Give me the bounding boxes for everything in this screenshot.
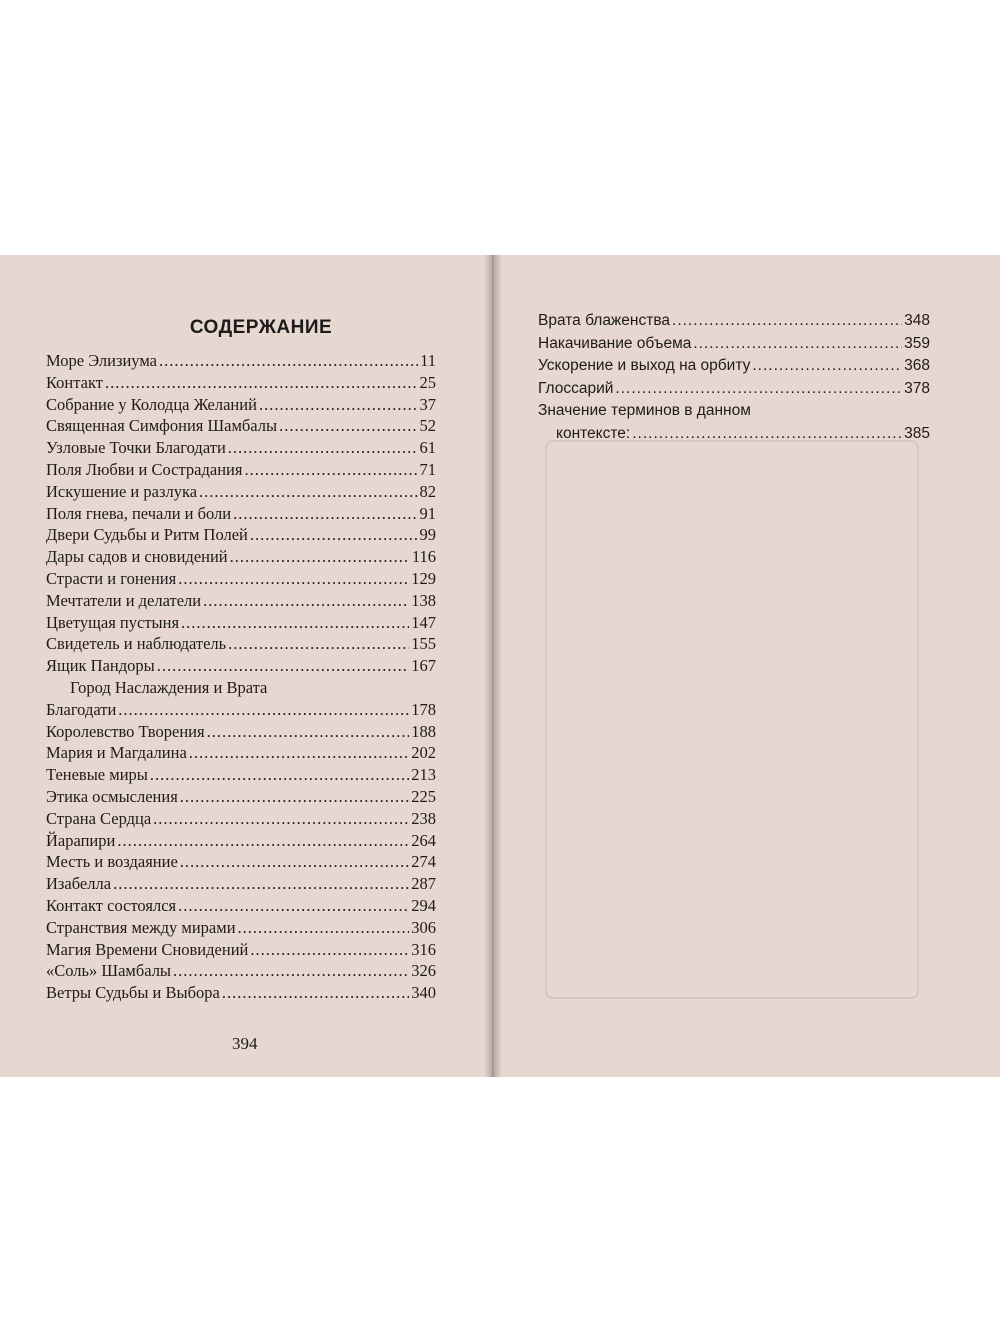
toc-entry [46, 699, 436, 721]
toc-entry-title: Море Элизиума [46, 351, 157, 370]
dot-leader [159, 350, 418, 372]
toc-entry-title: Поля Любви и Сострадания [46, 459, 243, 479]
toc-entry-title: Дары садов и сновидений [46, 547, 228, 567]
toc-entry-title: Поля гнева, печали и боли [46, 503, 232, 523]
dot-leader [117, 830, 409, 852]
toc-entry-page: 188 [411, 721, 436, 741]
toc-entry-page: 316 [411, 939, 436, 959]
toc-entry-title: Контакт состоялся [46, 895, 177, 915]
dot-leader [250, 939, 409, 961]
toc-entry-page: 116 [411, 547, 436, 567]
dot-leader [199, 481, 417, 503]
dot-leader [113, 873, 409, 895]
toc-entry-title: Цветущая пустыня [46, 612, 180, 632]
dot-leader [153, 808, 409, 830]
toc-entry [46, 655, 436, 677]
toc-entry-page: 264 [411, 830, 436, 850]
toc-entry-page: 25 [419, 372, 436, 392]
toc-entry [46, 546, 436, 568]
dot-leader [222, 982, 409, 1004]
toc-entry-page: 61 [419, 438, 436, 458]
toc-entry [538, 355, 930, 378]
toc-entry-page: 287 [411, 874, 436, 894]
dot-leader [279, 415, 417, 437]
toc-entry-title: Страсти и гонения [46, 568, 177, 588]
toc-entry-title: Мария и Магдалина [46, 743, 187, 763]
toc-entry-page: 274 [411, 852, 436, 872]
toc-entry-page: 147 [411, 612, 436, 632]
toc-entry-title: Изабелла [46, 874, 112, 894]
dot-leader [178, 568, 409, 590]
toc-entry-title: Месть и воздаяние [46, 852, 178, 872]
toc-entry-page: 326 [411, 961, 436, 981]
toc-entry-title: Накачивание объема [538, 334, 692, 352]
toc-entry-page: 238 [411, 808, 436, 828]
toc-entry [46, 851, 436, 873]
dot-leader [118, 699, 409, 721]
toc-entry [538, 423, 930, 446]
toc-title: СОДЕРЖАНИЕ [189, 317, 333, 338]
toc-entry [46, 394, 436, 416]
dot-leader [230, 546, 410, 568]
toc-entry-page: 368 [904, 357, 930, 374]
toc-entry-title: Мечтатели и делатели [46, 590, 202, 610]
dot-leader [228, 633, 409, 655]
toc-entry-title: Узловые Точки Благодати [46, 438, 226, 458]
toc-entry [46, 350, 436, 372]
toc-entry-title: Ящик Пандоры [46, 656, 155, 676]
toc-entry-title: Ускорение и выход на орбиту [538, 357, 751, 374]
dot-leader [672, 310, 902, 333]
toc-entry [46, 612, 436, 634]
toc-entry [46, 764, 436, 786]
dot-leader [693, 333, 902, 356]
book-gutter [484, 255, 502, 1077]
toc-entry [46, 982, 436, 1004]
toc-entry-title: Магия Времени Сновидений [46, 939, 249, 959]
toc-entry-title: Теневые миры [46, 765, 148, 785]
toc-entry [46, 372, 436, 394]
toc-entry [538, 378, 930, 401]
toc-entry-page: 37 [419, 394, 436, 414]
toc-entry-title: Йарапири [46, 830, 116, 850]
dot-leader [189, 742, 409, 764]
toc-entry-title: Этика осмысления [46, 786, 178, 806]
toc-entry [46, 721, 436, 743]
toc-entry [46, 568, 436, 590]
toc-entry [538, 310, 930, 333]
toc-entry-page: 11 [420, 351, 436, 370]
dot-leader [180, 851, 409, 873]
toc-entry [46, 830, 436, 852]
toc-entry-page: 155 [411, 634, 436, 654]
toc-entry-page: 167 [411, 656, 436, 676]
toc-entry [46, 939, 436, 961]
toc-entry-page: 225 [411, 786, 436, 806]
toc-entry-title: Двери Судьбы и Ритм Полей [46, 525, 248, 545]
dot-leader [238, 917, 410, 939]
left-page [46, 315, 436, 1004]
dot-leader [632, 423, 902, 446]
toc-entry-page: 82 [419, 481, 436, 501]
toc-entry-title: Город Наслаждения и Врата [70, 677, 268, 697]
toc-entry-page: 294 [411, 895, 436, 915]
toc-entry [46, 415, 436, 437]
dot-leader [207, 721, 410, 743]
toc-entry-title: Контакт [46, 372, 104, 392]
toc-entry-heading [538, 400, 930, 423]
page-number: 394 [232, 1034, 258, 1053]
dot-leader [615, 378, 902, 401]
toc-entry-heading [46, 677, 436, 699]
toc-entry-page: 359 [904, 334, 930, 352]
toc-entry [46, 459, 436, 481]
toc-entry-title: Собрание у Колодца Желаний [46, 394, 257, 414]
toc-entry [538, 333, 930, 356]
toc-entry-page: 378 [904, 379, 930, 397]
toc-entry [46, 895, 436, 917]
toc-entry-title: Священная Симфония Шамбалы [46, 416, 278, 436]
toc-entry-page: 52 [419, 416, 436, 436]
toc-entry-page: 71 [419, 459, 436, 479]
toc-entry [46, 524, 436, 546]
toc-entry-page: 340 [411, 983, 436, 1003]
toc-entry-title: Глоссарий [538, 379, 614, 397]
dot-leader [250, 524, 418, 546]
toc-entry [46, 590, 436, 612]
toc-entry [46, 808, 436, 830]
dot-leader [244, 459, 417, 481]
toc-entry-title: Странствия между мирами [46, 917, 236, 937]
toc-entry-page: 91 [419, 503, 436, 523]
toc-entry [46, 960, 436, 982]
toc-entry-title: Королевство Творения [46, 721, 205, 741]
toc-entry-title: Врата блаженства [538, 312, 671, 329]
dot-leader [180, 786, 409, 808]
dot-leader [259, 394, 418, 416]
toc-entry-title: контексте: [556, 424, 631, 442]
right-page [538, 310, 930, 445]
toc-entry-title: Ветры Судьбы и Выбора [46, 983, 220, 1003]
dot-leader [752, 355, 902, 378]
toc-entry-page: 348 [904, 312, 930, 329]
toc-entry-title: Искушение и разлука [46, 481, 198, 501]
toc-entry-page: 213 [411, 765, 436, 785]
dot-leader [173, 960, 409, 982]
toc-entry [46, 503, 436, 525]
toc-entry [46, 873, 436, 895]
dot-leader [150, 764, 409, 786]
toc-entry-title: Страна Сердца [46, 808, 152, 828]
dot-leader [181, 612, 409, 634]
dot-leader [105, 372, 417, 394]
dot-leader [157, 655, 410, 677]
toc-entry [46, 633, 436, 655]
toc-entry-title: «Соль» Шамбалы [46, 961, 172, 981]
toc-entry-title: Благодати [46, 699, 117, 719]
dot-leader [228, 437, 418, 459]
toc-entry-page: 385 [904, 424, 930, 442]
toc-entry-page: 202 [411, 743, 436, 763]
toc-entry-title: Значение терминов в данном [538, 402, 751, 419]
toc-entry [46, 437, 436, 459]
toc-entry [46, 917, 436, 939]
toc-entry [46, 481, 436, 503]
toc-entry-title: Свидетель и наблюдатель [46, 634, 227, 654]
toc-entry-page: 306 [411, 917, 436, 937]
bleed-through-imprint [545, 440, 919, 999]
toc-entry [46, 786, 436, 808]
toc-entry-page: 178 [411, 699, 436, 719]
toc-entry [46, 742, 436, 764]
toc-entry-page: 138 [411, 590, 436, 610]
dot-leader [203, 590, 409, 612]
toc-entry-page: 99 [419, 525, 436, 545]
dot-leader [233, 503, 417, 525]
dot-leader [178, 895, 409, 917]
toc-entry-page: 129 [411, 568, 436, 588]
